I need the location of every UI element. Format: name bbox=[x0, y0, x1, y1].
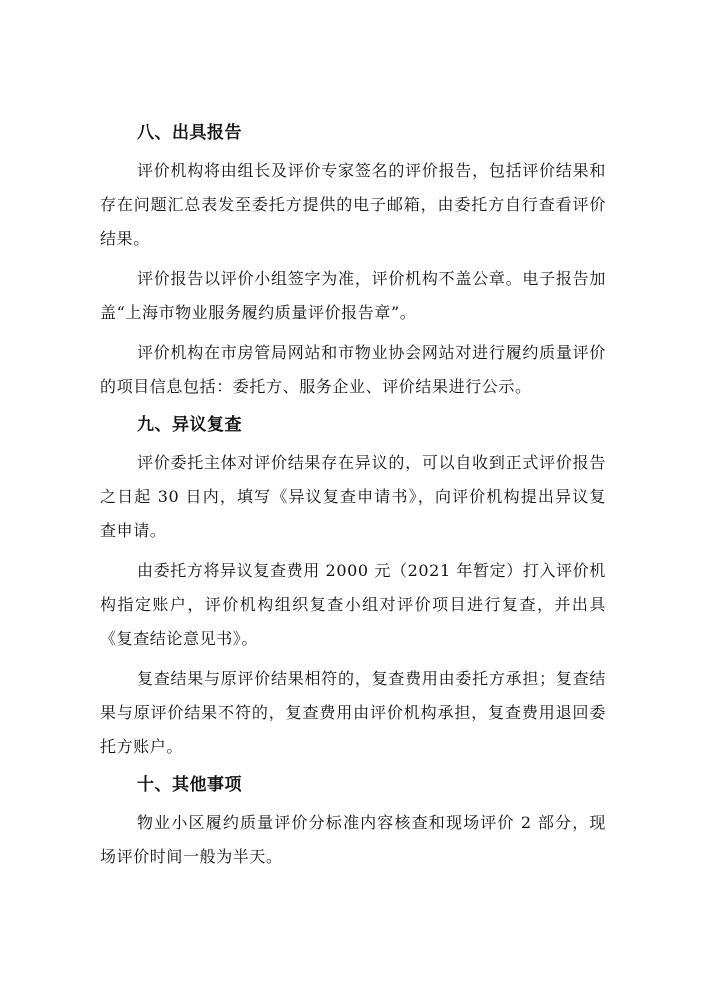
section-other-matters bbox=[100, 770, 606, 874]
paragraph: 评价机构将由组长及评价专家签名的评价报告，包括评价结果和存在问题汇总表发至委托方提供的电子邮箱，由委托方自行查看评价结果。 bbox=[100, 161, 606, 248]
paragraph: 评价报告以评价小组签字为准，评价机构不盖公章。电子报告加盖“上海市物业服务履约质量评价报告章”。 bbox=[100, 269, 606, 322]
paragraph: 评价委托主体对评价结果存在异议的，可以自收到正式评价报告之日起 30 日内，填写《异议复查申请书》，向评价机构提出异议复查申请。 bbox=[100, 453, 606, 540]
document-body bbox=[100, 118, 606, 880]
section-issue-report bbox=[100, 118, 606, 404]
paragraph: 评价机构在市房管局网站和市物业协会网站对进行履约质量评价的项目信息包括：委托方、服务企业、评价结果进行公示。 bbox=[100, 343, 606, 396]
paragraph: 由委托方将异议复查费用 2000 元（2021 年暂定）打入评价机构指定账户，评价机构组织复查小组对评价项目进行复查，并出具《复查结论意见书》。 bbox=[100, 561, 606, 648]
paragraph: 复查结果与原评价结果相符的，复查费用由委托方承担；复查结果与原评价结果不符的，复查费用由评价机构承担，复查费用退回委托方账户。 bbox=[100, 669, 606, 756]
section-heading: 十、其他事项 bbox=[137, 775, 242, 795]
section-heading: 八、出具报告 bbox=[137, 123, 242, 143]
paragraph: 物业小区履约质量评价分标准内容核查和现场评价 2 部分，现场评价时间一般为半天。 bbox=[100, 813, 606, 866]
section-objection-review bbox=[100, 410, 606, 764]
section-heading: 九、异议复查 bbox=[137, 415, 242, 435]
